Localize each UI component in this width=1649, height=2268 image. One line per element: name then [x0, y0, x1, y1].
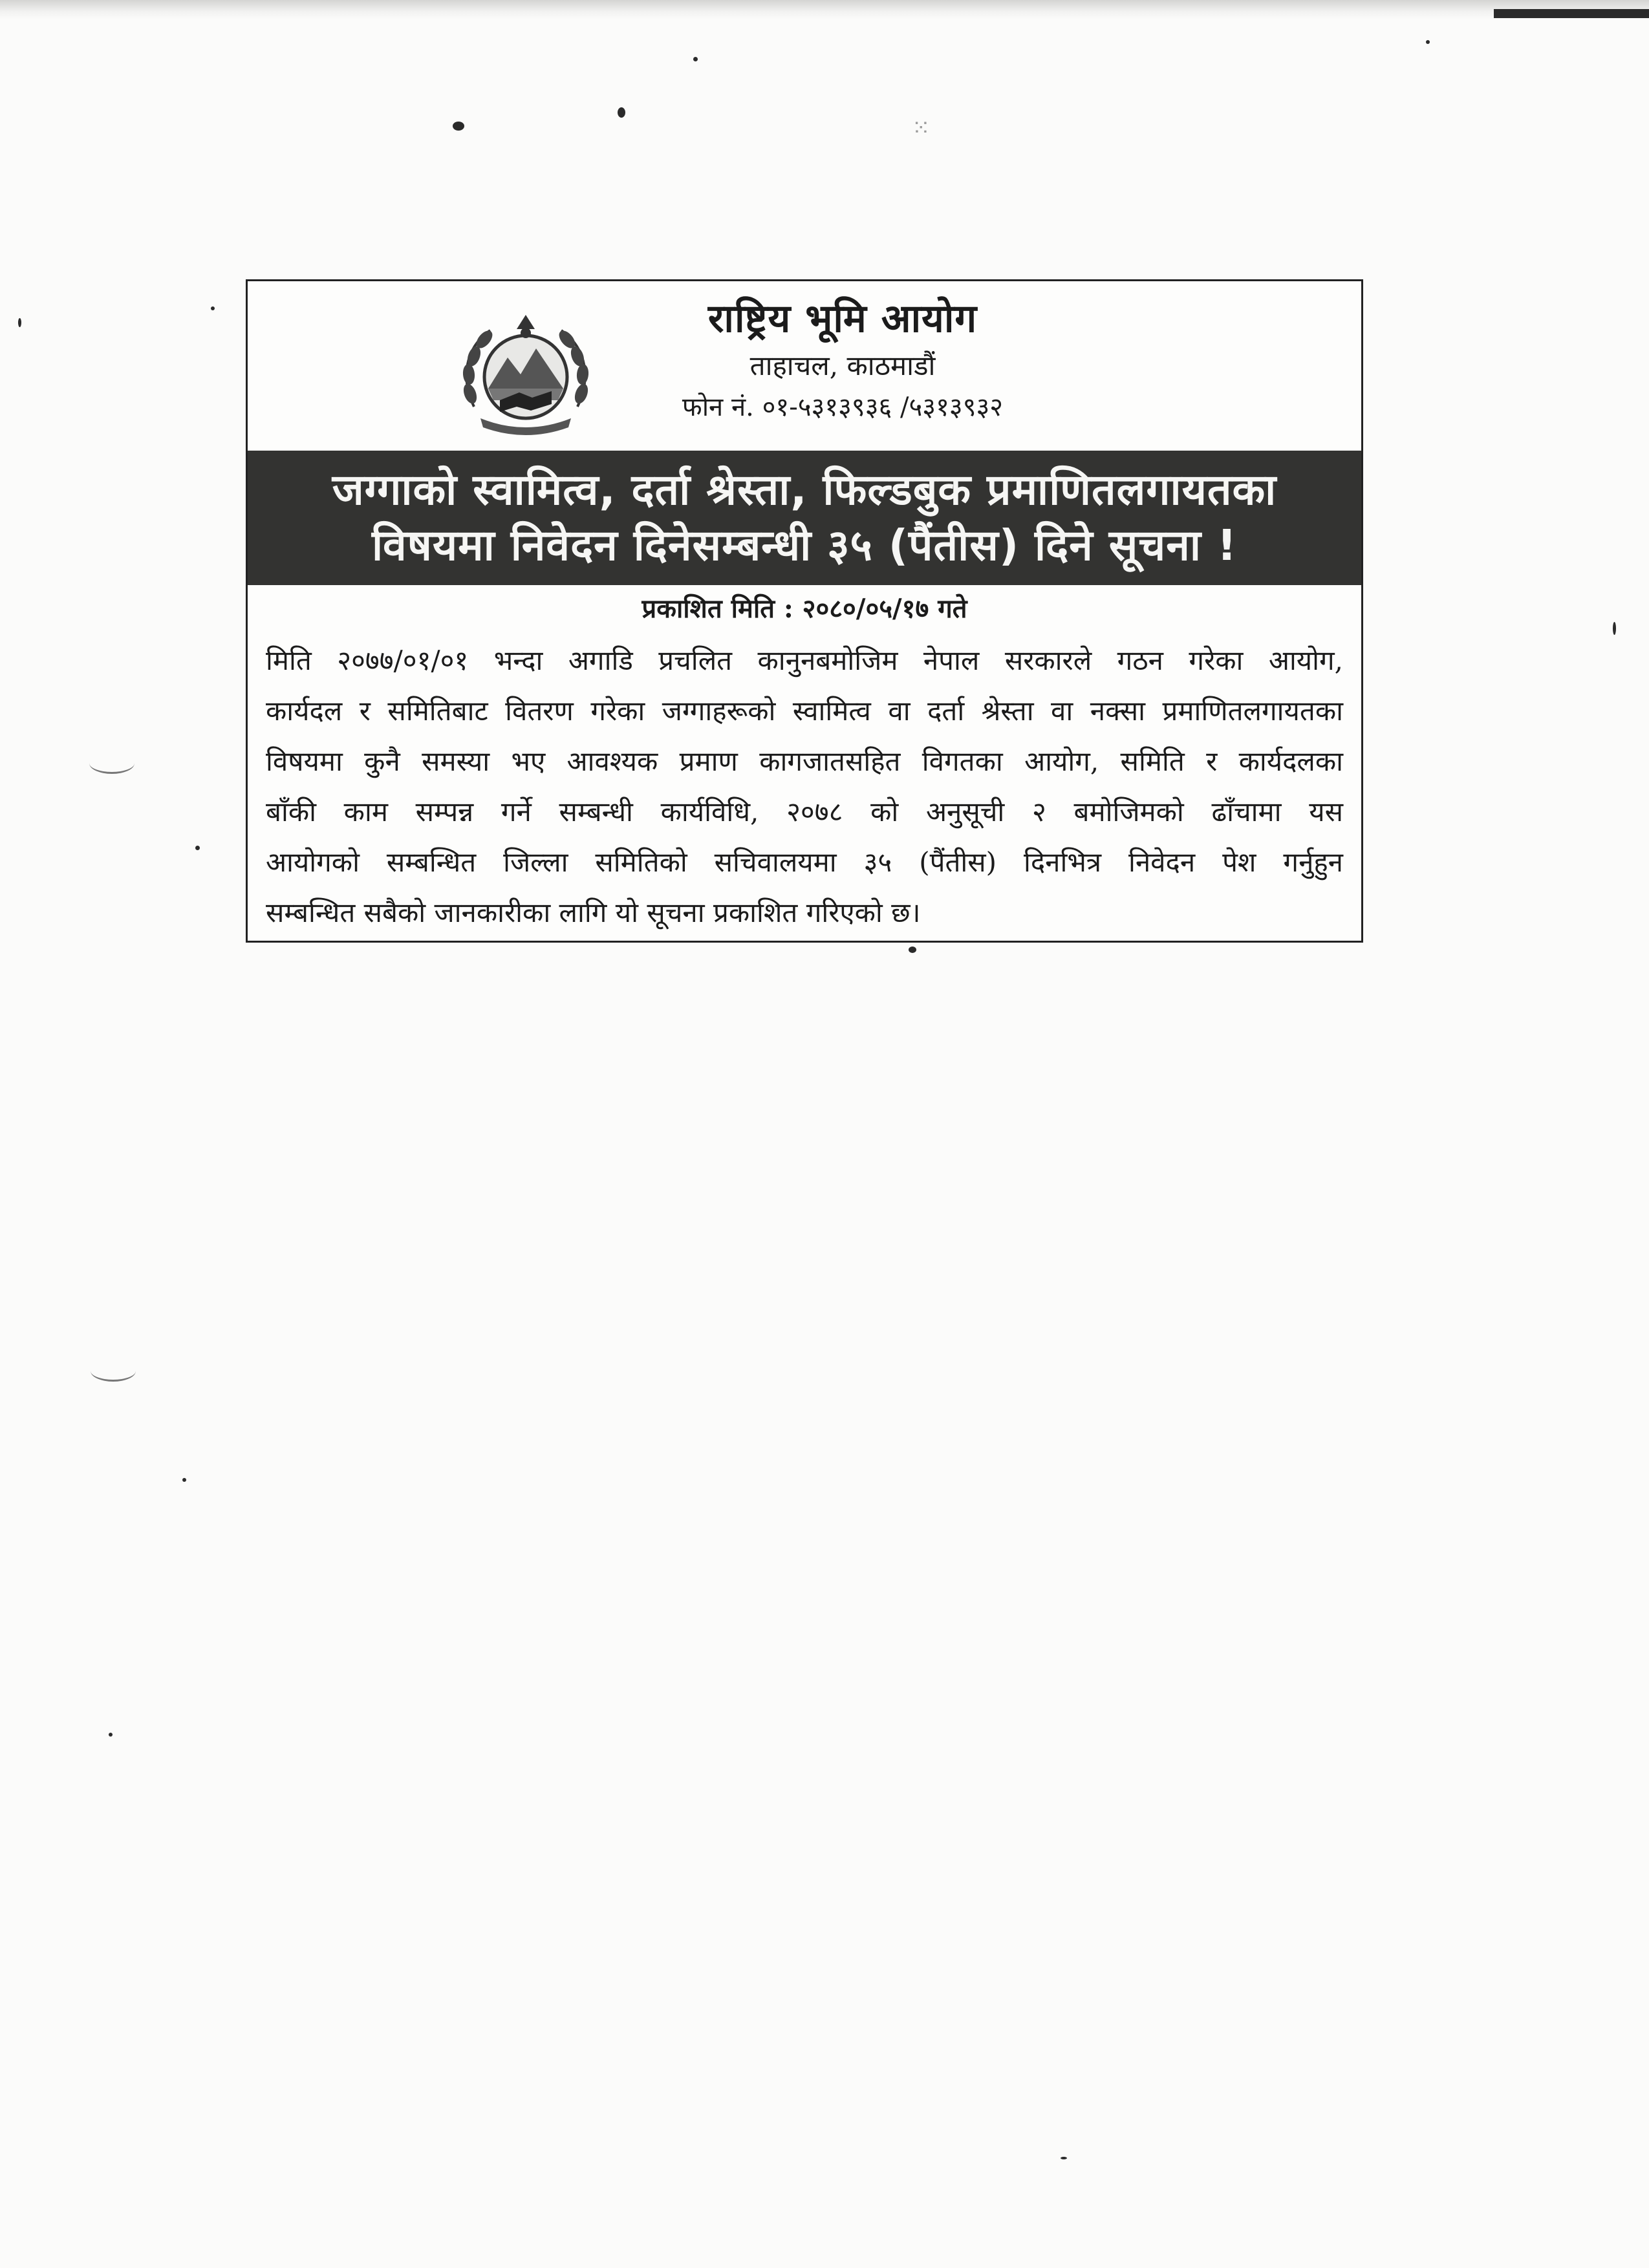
- scan-speck: [1613, 622, 1616, 635]
- notice-body-line: मिति २०७७/०१/०१ भन्दा अगाडि प्रचलित कानुनबमोजिम नेपाल सरकारले गठन गरेका आयोग,: [266, 645, 1343, 676]
- scan-top-edge: [0, 0, 1649, 19]
- scan-arc-mark: [89, 753, 135, 774]
- scan-speck: [109, 1733, 113, 1737]
- notice-body: [266, 636, 1343, 938]
- notice-body-line: विषयमा कुनै समस्या भए आवश्यक प्रमाण कागजातसहित विगतका आयोग, समिति र कार्यदलका: [266, 745, 1343, 777]
- scan-speck: [195, 846, 200, 850]
- organization-address: ताहाचल, काठमाडौं: [749, 350, 936, 381]
- scan-speck: [182, 1478, 186, 1482]
- notice-title-line-2: विषयमा निवेदन दिनेसम्बन्धी ३५ (पैंतीस) दिने सूचना !: [371, 520, 1238, 570]
- notice-body-line: सम्बन्धित सबैको जानकारीका लागि यो सूचना प्रकाशित गरिएको छ।: [266, 897, 921, 928]
- organization-block: [610, 293, 1075, 427]
- scan-speck: [1426, 40, 1430, 44]
- nepal-government-emblem-icon: [455, 310, 597, 439]
- notice-body-line: कार्यदल र समितिबाट वितरण गरेका जग्गाहरूको स्वामित्व वा दर्ता श्रेस्ता वा नक्सा प्रमाणितलगायतका: [266, 695, 1343, 727]
- notice-box: [246, 279, 1363, 943]
- notice-title-band: [248, 451, 1361, 585]
- notice-body-line: बाँकी काम सम्पन्न गर्ने सम्बन्धी कार्यविधि, २०७८ को अनुसूची २ बमोजिमको ढाँचामा यस: [266, 796, 1343, 828]
- scan-arc-mark: [91, 1360, 136, 1382]
- scan-speck: [618, 107, 625, 118]
- scan-dark-corner: [1494, 9, 1649, 18]
- scan-smudge: ⁙: [912, 115, 931, 141]
- scan-speck: [211, 306, 215, 310]
- scan-speck: [693, 57, 698, 61]
- notice-body-line: आयोगको सम्बन्धित जिल्ला समितिको सचिवालयमा ३५ (पैंतीस) दिनभित्र निवेदन पेश गर्नुहुन: [266, 846, 1343, 878]
- organization-phone: फोन नं. ०१-५३१३९३६ /५३१३९३२: [682, 392, 1004, 422]
- scan-speck: [1061, 2157, 1067, 2159]
- organization-name: राष्ट्रिय भूमि आयोग: [707, 296, 978, 341]
- scan-speck: [909, 947, 916, 953]
- notice-header: [248, 281, 1361, 451]
- published-date: प्रकाशित मिति : २०८०/०५/१७ गते: [641, 594, 967, 624]
- notice-title-line-1: जग्गाको स्वामित्व, दर्ता श्रेस्ता, फिल्डबुक प्रमाणितलगायतका: [332, 465, 1277, 515]
- scan-speck: [453, 122, 464, 131]
- scan-speck: [18, 318, 21, 327]
